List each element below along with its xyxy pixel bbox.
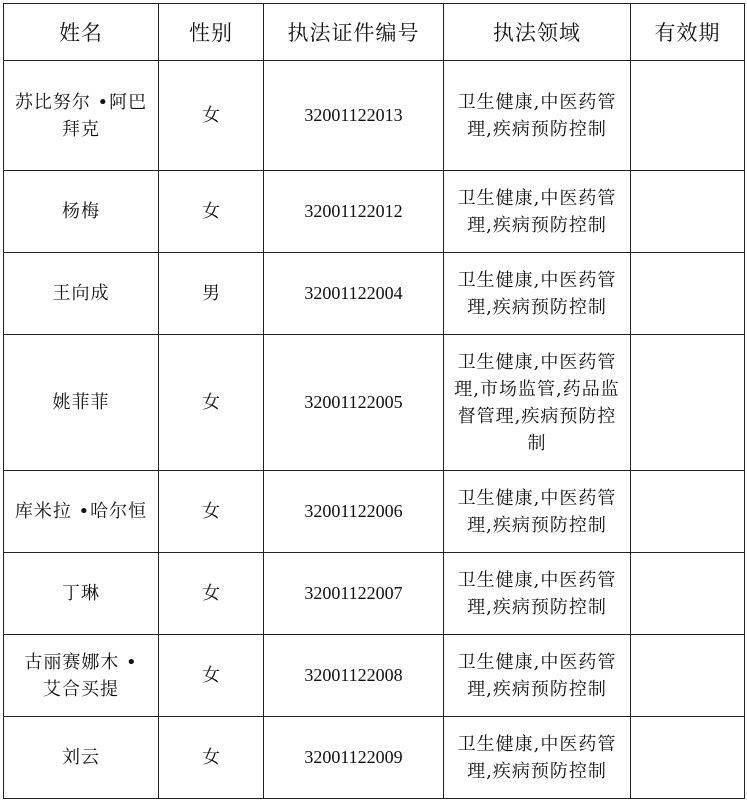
header-row (4, 4, 745, 61)
cell-validity (631, 471, 745, 553)
cell-name: 苏比努尔 •阿巴拜克 (4, 61, 159, 171)
table-row (4, 471, 745, 553)
cell-validity (631, 717, 745, 799)
cell-validity (631, 553, 745, 635)
cell-validity (631, 335, 745, 471)
cell-id-number: 32001122012 (264, 171, 444, 253)
table-row (4, 253, 745, 335)
header-gender: 性别 (159, 4, 264, 61)
cell-name: 杨梅 (4, 171, 159, 253)
cell-validity (631, 253, 745, 335)
cell-id-number: 32001122013 (264, 61, 444, 171)
cell-name: 刘云 (4, 717, 159, 799)
cell-field: 卫生健康,中医药管理,疾病预防控制 (444, 553, 631, 635)
cell-gender: 男 (159, 253, 264, 335)
header-field: 执法领域 (444, 4, 631, 61)
cell-id-number: 32001122005 (264, 335, 444, 471)
cell-gender: 女 (159, 171, 264, 253)
table-row (4, 61, 745, 171)
cell-gender: 女 (159, 61, 264, 171)
cell-name: 丁琳 (4, 553, 159, 635)
cell-name: 古丽赛娜木 • 艾合买提 (4, 635, 159, 717)
cell-field: 卫生健康,中医药管理,疾病预防控制 (444, 471, 631, 553)
cell-gender: 女 (159, 471, 264, 553)
cell-field: 卫生健康,中医药管理,疾病预防控制 (444, 717, 631, 799)
cell-field: 卫生健康,中医药管理,疾病预防控制 (444, 635, 631, 717)
cell-id-number: 32001122008 (264, 635, 444, 717)
table-row (4, 335, 745, 471)
table-row (4, 553, 745, 635)
cell-id-number: 32001122007 (264, 553, 444, 635)
table-row (4, 717, 745, 799)
header-name: 姓名 (4, 4, 159, 61)
cell-field: 卫生健康,中医药管理,疾病预防控制 (444, 171, 631, 253)
cell-gender: 女 (159, 335, 264, 471)
header-id-number: 执法证件编号 (264, 4, 444, 61)
cell-name: 王向成 (4, 253, 159, 335)
cell-field: 卫生健康,中医药管理,疾病预防控制 (444, 253, 631, 335)
cell-validity (631, 61, 745, 171)
table-row (4, 171, 745, 253)
cell-gender: 女 (159, 635, 264, 717)
cell-gender: 女 (159, 553, 264, 635)
cell-id-number: 32001122006 (264, 471, 444, 553)
header-validity: 有效期 (631, 4, 745, 61)
cell-name: 姚菲菲 (4, 335, 159, 471)
cell-validity (631, 635, 745, 717)
cell-field: 卫生健康,中医药管理,疾病预防控制 (444, 61, 631, 171)
cell-name: 库米拉 •哈尔恒 (4, 471, 159, 553)
cell-field: 卫生健康,中医药管理,市场监管,药品监督管理,疾病预防控制 (444, 335, 631, 471)
cell-id-number: 32001122004 (264, 253, 444, 335)
cell-gender: 女 (159, 717, 264, 799)
enforcement-personnel-table (3, 3, 745, 799)
cell-id-number: 32001122009 (264, 717, 444, 799)
cell-validity (631, 171, 745, 253)
table-row (4, 635, 745, 717)
